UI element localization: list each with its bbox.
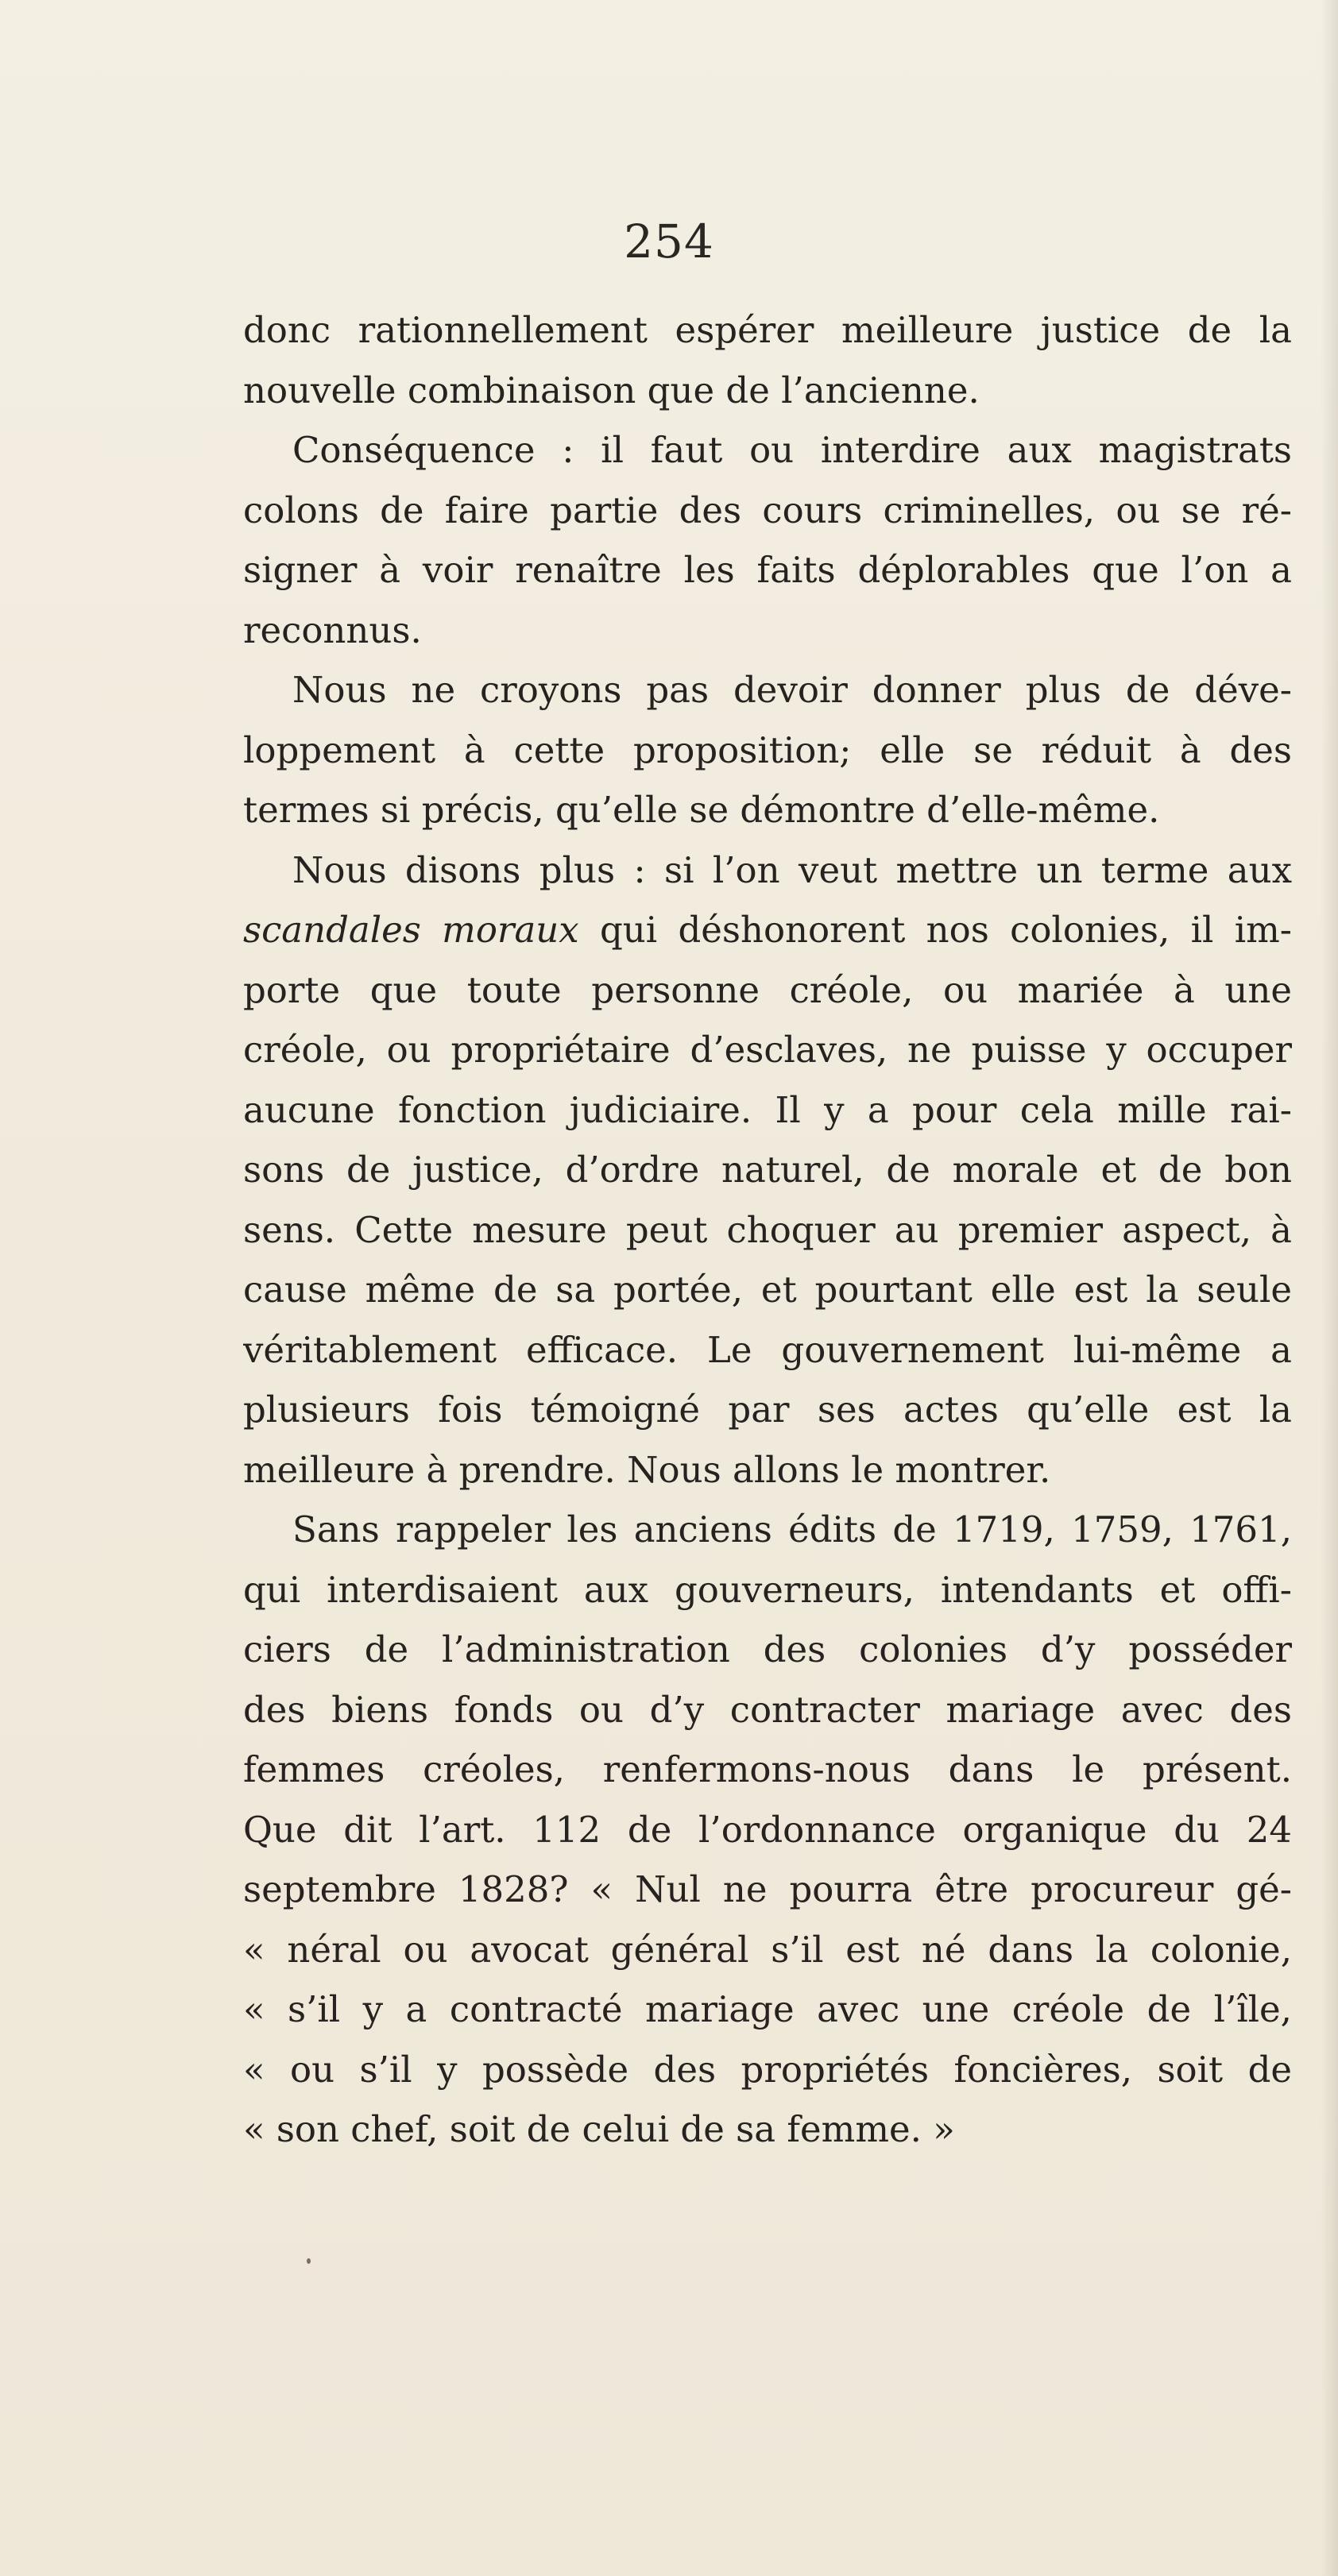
text-line: termes si précis, qu’elle se démontre d’elle-même. (243, 789, 1160, 831)
text-line: sons de justice, d’ordre naturel, de morale et de bon (243, 1149, 1292, 1191)
text-line: loppement à cette proposition; elle se réduit à des (243, 728, 1292, 771)
text-line: véritablement efficace. Le gouvernement lui-même a (243, 1328, 1292, 1371)
text-line: femmes créoles, renfermons-nous dans le présent. (243, 1748, 1292, 1790)
text-line: Sans rappeler les anciens édits de 1719, 1759, 1761, (292, 1508, 1292, 1551)
text-line: septembre 1828? « Nul ne pourra être procureur gé- (243, 1868, 1292, 1910)
text-line: plusieurs fois témoigné par ses actes qu’elle est la (243, 1388, 1292, 1431)
text-line: « s’il y a contracté mariage avec une créole de l’île, (243, 1988, 1292, 2030)
body-text (243, 300, 1292, 2160)
paper-speck (307, 2258, 311, 2264)
text-line: sens. Cette mesure peut choquer au premier aspect, à (243, 1208, 1292, 1251)
text-line: créole, ou propriétaire d’esclaves, ne puisse y occuper (243, 1029, 1292, 1071)
text-line: aucune fonction judiciaire. Il y a pour cela mille rai- (243, 1088, 1292, 1131)
text-line: meilleure à prendre. Nous allons le montrer. (243, 1448, 1051, 1491)
text-line: signer à voir renaître les faits déplorables que l’on a (243, 549, 1292, 591)
text-line: des biens fonds ou d’y contracter mariage avec des (243, 1688, 1292, 1731)
text-line: Conséquence : il faut ou interdire aux magistrats (292, 429, 1292, 471)
italic-phrase: scandales moraux (243, 909, 579, 951)
text-line: « son chef, soit de celui de sa femme. » (243, 2108, 955, 2150)
text-line: Nous ne croyons pas devoir donner plus de déve- (292, 669, 1292, 711)
text-line: reconnus. (243, 608, 422, 651)
text-line: porte que toute personne créole, ou mariée à une (243, 968, 1292, 1011)
text-line: nouvelle combinaison que de l’ancienne. (243, 369, 980, 411)
text-line: Que dit l’art. 112 de l’ordonnance organique du 24 (243, 1808, 1292, 1851)
page-edge-shadow (1321, 0, 1338, 2576)
text-line: ciers de l’administration des colonies d’y posséder (243, 1628, 1292, 1670)
text-line-rest: qui déshonorent nos colonies, il im- (578, 909, 1292, 951)
text-line: « néral ou avocat général s’il est né dans la colonie, (243, 1928, 1292, 1971)
text-line: colons de faire partie des cours criminelles, ou se ré- (243, 489, 1292, 531)
text-line: donc rationnellement espérer meilleure justice de la (243, 309, 1292, 351)
text-line: « ou s’il y possède des propriétés foncières, soit de (243, 2048, 1292, 2091)
page-number: 254 (624, 214, 714, 268)
text-line: cause même de sa portée, et pourtant elle est la seule (243, 1269, 1292, 1311)
text-line-italic (243, 900, 1292, 960)
text-line: qui interdisaient aux gouverneurs, intendants et offi- (243, 1568, 1292, 1611)
text-line: Nous disons plus : si l’on veut mettre un terme aux (292, 848, 1292, 891)
